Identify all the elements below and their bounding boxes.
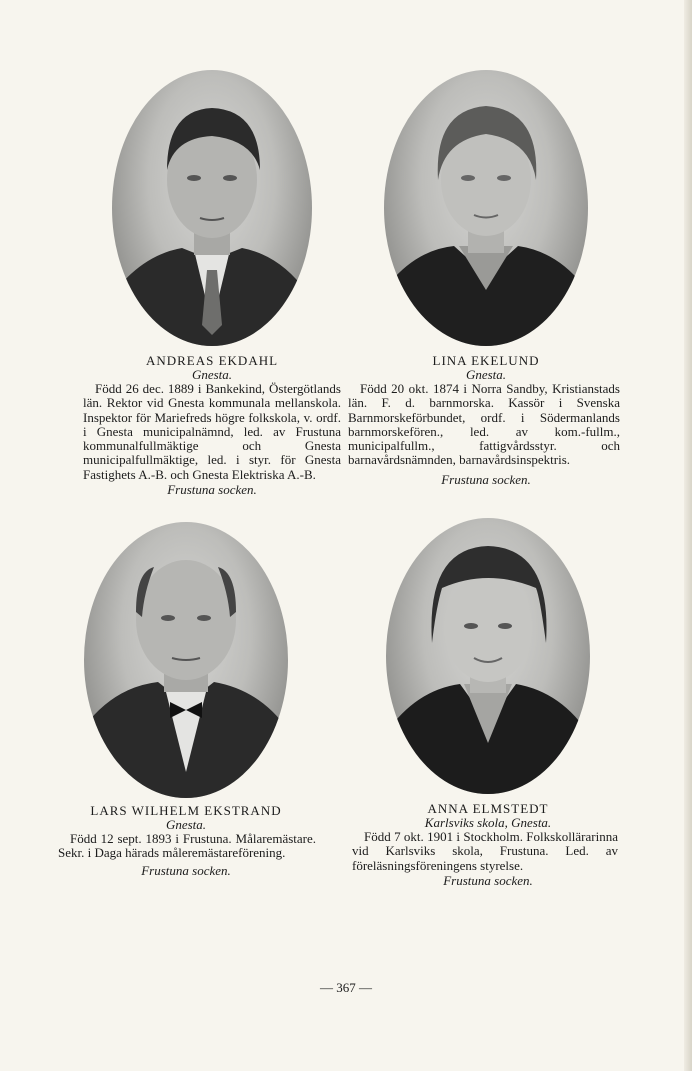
person-biography: Född 12 sept. 1893 i Frustuna. Målaremästare. Sekr. i Daga härads måleremästareförening. <box>58 831 316 861</box>
portrait-photo <box>84 522 288 798</box>
person-parish: Frustuna socken. <box>141 862 231 878</box>
person-residence: Gnesta. <box>465 367 507 382</box>
page-edge <box>684 0 692 1071</box>
person-biography: Född 26 dec. 1889 i Bankekind, Östergötlands län. Rektor vid Gnesta kommunala mellanskola. Inspektor för Mariefreds högre folkskola, v. ordf. i Gnesta municipalnämnd, led. av Frustuna kommunalfullmäktige och Gnesta municipalfullmäktige, led. i styr. för Gnesta Fastighets A.-B. och Gnesta Elektriska A.-B. <box>83 381 341 482</box>
woman-portrait-icon <box>384 70 588 346</box>
person-parish: Frustuna socken. <box>443 872 533 888</box>
person-biography: Född 20 okt. 1874 i Norra Sandby, Kristianstads län. F. d. barnmorska. Kassör i Svenska Barnmorskeförbundet, ordf. i Södermanlands barnmorskefören., led. av kom.-fullm., municipalfullm., fattigvårdsstyr. och barnavårdsnämnden, barnavårdsinspektris. <box>348 381 620 468</box>
person-parish: Frustuna socken. <box>167 482 257 498</box>
person-residence: Karlsviks skola, Gnesta. <box>424 815 552 830</box>
woman-portrait-icon <box>386 518 590 794</box>
person-name: ANNA ELMSTEDT <box>427 801 549 816</box>
portrait-photo <box>386 518 590 794</box>
person-name: LARS WILHELM EKSTRAND <box>90 803 282 818</box>
entry-lina-ekelund <box>336 70 636 487</box>
man-portrait-icon <box>84 522 288 798</box>
person-biography: Född 7 okt. 1901 i Stockholm. Folkskollärarinna vid Karlsviks skola, Frustuna. Led. av föreläsningsföreningens styrelse. <box>352 829 618 873</box>
person-residence: Gnesta. <box>165 817 207 832</box>
person-residence: Gnesta. <box>191 367 233 382</box>
page-number: — 367 — <box>320 980 372 995</box>
man-portrait-icon <box>112 70 312 346</box>
entry-lars-wilhelm-ekstrand <box>36 522 336 878</box>
entry-andreas-ekdahl <box>62 70 362 497</box>
person-parish: Frustuna socken. <box>441 471 531 487</box>
person-name: LINA EKELUND <box>432 353 540 368</box>
person-name: ANDREAS EKDAHL <box>145 353 279 368</box>
portrait-photo <box>384 70 588 346</box>
portrait-photo <box>112 70 312 346</box>
entry-anna-elmstedt <box>338 518 638 888</box>
